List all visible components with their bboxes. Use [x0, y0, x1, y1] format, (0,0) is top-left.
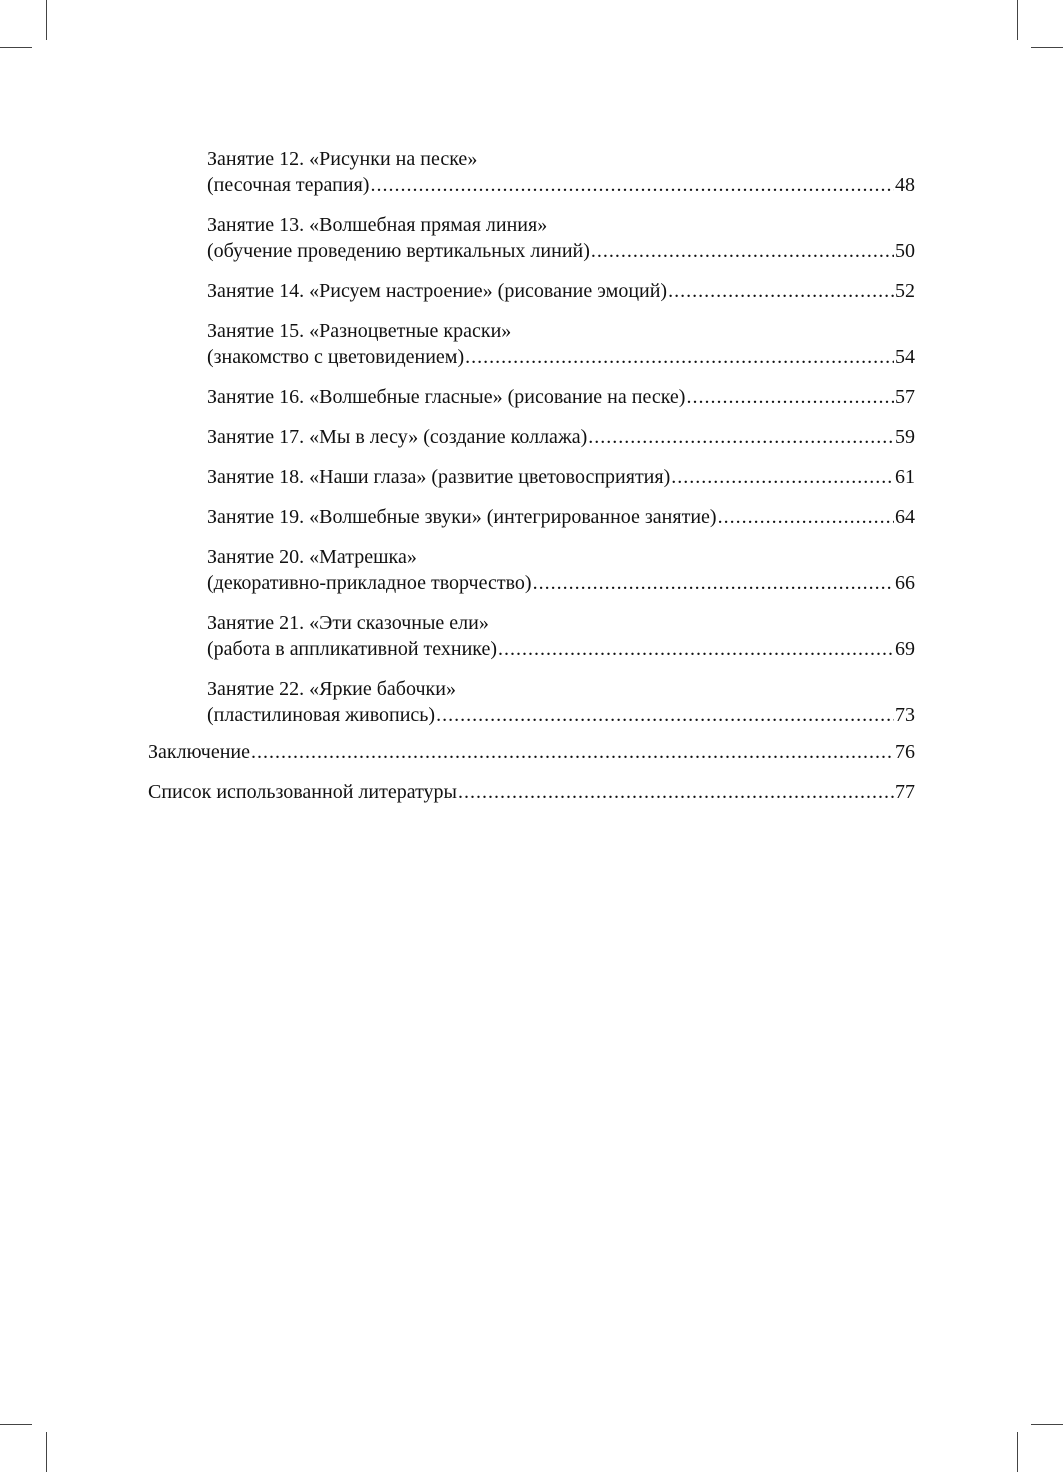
toc-entry-lesson-21[interactable] [207, 610, 915, 662]
toc-entry-title: Занятие 16. «Волшебные гласные» (рисование на песке) [207, 386, 686, 408]
toc-page-number: 64 [895, 506, 915, 528]
toc-entry-lesson-15[interactable] [207, 318, 915, 370]
toc-entry-title: Занятие 13. «Волшебная прямая линия» [207, 214, 548, 236]
toc-page-number: 52 [895, 280, 915, 302]
toc-entry-title: Занятие 22. «Яркие бабочки» [207, 678, 456, 700]
leader-dots [591, 238, 894, 264]
toc-page-number: 76 [895, 741, 915, 763]
toc-entry-title: Занятие 15. «Разноцветные краски» [207, 320, 512, 342]
crop-mark-top-left-vertical [46, 0, 47, 40]
leader-dots [588, 424, 894, 450]
crop-mark-bottom-right-vertical [1017, 1432, 1018, 1472]
toc-entry-subtitle: (песочная терапия) [207, 174, 370, 196]
toc-entry-lesson-22[interactable] [207, 676, 915, 728]
toc-page-number: 77 [895, 781, 915, 803]
leader-dots [251, 739, 894, 765]
toc-entry-lesson-20[interactable] [207, 544, 915, 596]
toc-entry-subtitle: (работа в аппликативной технике) [207, 638, 498, 660]
toc-entry-title: Занятие 20. «Матрешка» [207, 546, 417, 568]
toc-entry-subtitle: (пластилиновая живопись) [207, 704, 436, 726]
toc-entry-lesson-17[interactable] [207, 424, 915, 450]
crop-mark-bottom-left-horizontal [0, 1424, 32, 1425]
toc-entry-title: Заключение [148, 741, 250, 763]
toc-entry-lesson-14[interactable] [207, 278, 915, 304]
toc-entry-title: Занятие 12. «Рисунки на песке» [207, 148, 478, 170]
leader-dots [533, 570, 894, 596]
toc-entry-title: Занятие 18. «Наши глаза» (развитие цветовосприятия) [207, 466, 671, 488]
crop-mark-bottom-left-vertical [46, 1432, 47, 1472]
leader-dots [498, 636, 894, 662]
toc-page-number: 54 [895, 346, 915, 368]
toc-page-number: 73 [895, 704, 915, 726]
toc-entry-title: Занятие 19. «Волшебные звуки» (интегрированное занятие) [207, 506, 717, 528]
toc-page-number: 50 [895, 240, 915, 262]
table-of-contents [148, 146, 915, 805]
toc-entry-title: Список использованной литературы [148, 781, 457, 803]
toc-page-number: 59 [895, 426, 915, 448]
toc-entry-bibliography[interactable] [148, 779, 915, 805]
toc-page-number: 48 [895, 174, 915, 196]
leader-dots [671, 464, 894, 490]
toc-page-number: 69 [895, 638, 915, 660]
toc-page-number: 57 [895, 386, 915, 408]
toc-page-number: 66 [895, 572, 915, 594]
leader-dots [718, 504, 894, 530]
leader-dots [370, 172, 894, 198]
crop-mark-top-right-horizontal [1031, 47, 1063, 48]
toc-entry-subtitle: (обучение проведению вертикальных линий) [207, 240, 590, 262]
toc-entry-conclusion[interactable] [148, 739, 915, 765]
leader-dots [458, 779, 894, 805]
crop-mark-top-left-horizontal [0, 47, 32, 48]
toc-page-number: 61 [895, 466, 915, 488]
crop-mark-bottom-right-horizontal [1031, 1424, 1063, 1425]
leader-dots [465, 344, 894, 370]
toc-entry-title: Занятие 21. «Эти сказочные ели» [207, 612, 489, 634]
toc-entry-lesson-12[interactable] [207, 146, 915, 198]
toc-entry-title: Занятие 17. «Мы в лесу» (создание коллажа) [207, 426, 588, 448]
toc-entry-subtitle: (декоративно-прикладное творчество) [207, 572, 532, 594]
leader-dots [686, 384, 894, 410]
toc-entry-lesson-13[interactable] [207, 212, 915, 264]
leader-dots [436, 702, 894, 728]
toc-entry-lesson-19[interactable] [207, 504, 915, 530]
toc-entry-lesson-18[interactable] [207, 464, 915, 490]
toc-entry-lesson-16[interactable] [207, 384, 915, 410]
toc-entry-title: Занятие 14. «Рисуем настроение» (рисование эмоций) [207, 280, 668, 302]
toc-entry-subtitle: (знакомство с цветовидением) [207, 346, 465, 368]
crop-mark-top-right-vertical [1017, 0, 1018, 40]
leader-dots [668, 278, 894, 304]
